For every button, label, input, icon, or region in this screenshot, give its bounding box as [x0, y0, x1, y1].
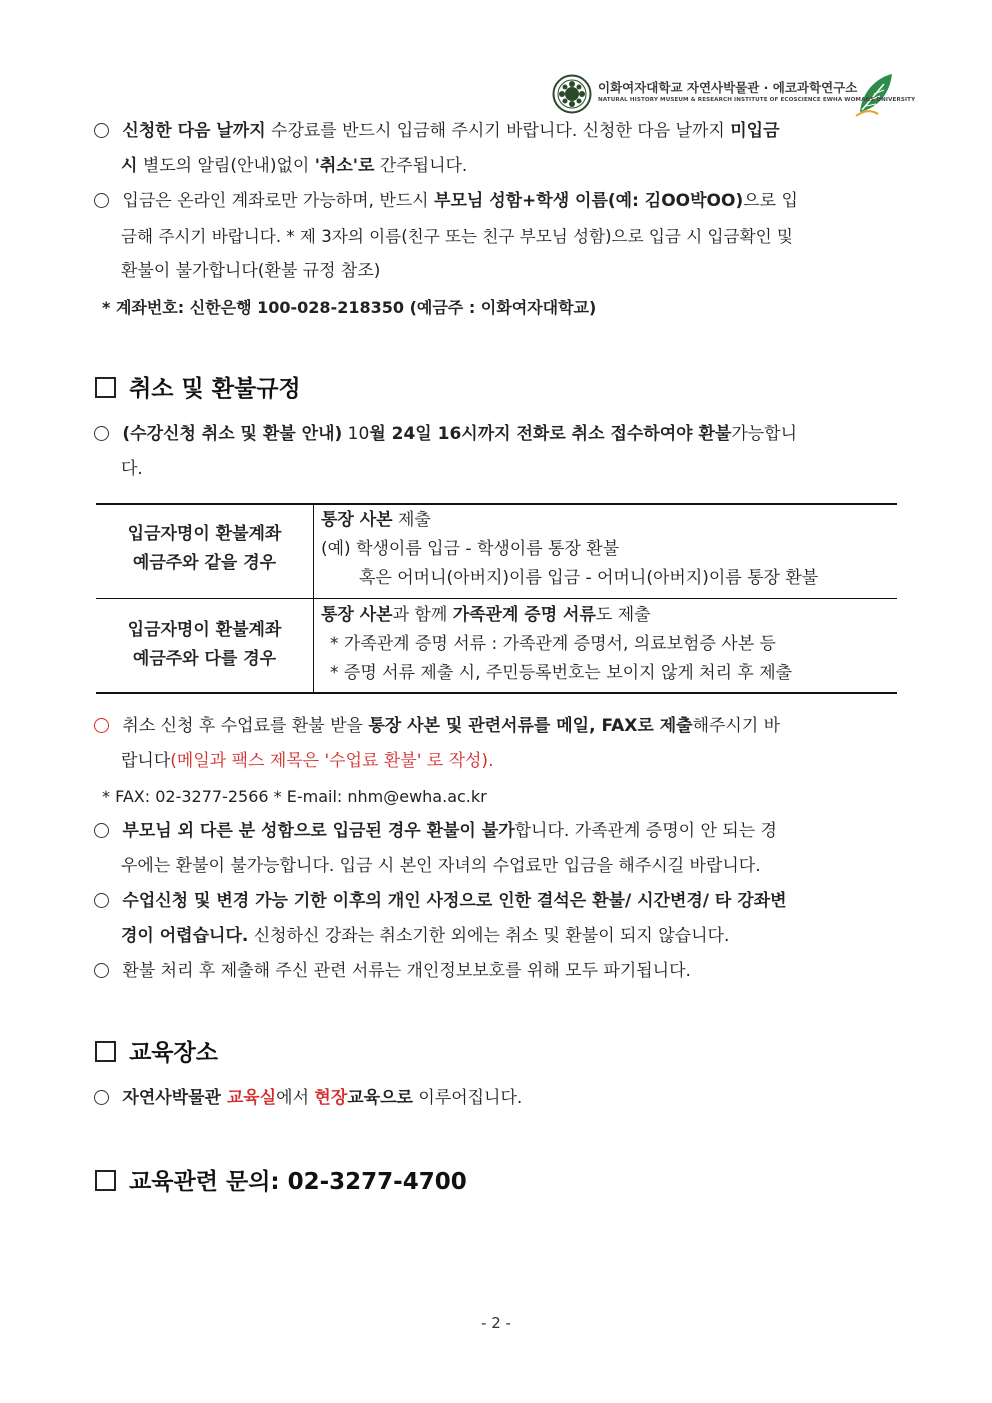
refund-notice-2-line2: 우에는 환불이 불가능합니다. 입금 시 본인 자녀의 수업료만 입금을 해주시길 바랍니다.: [121, 856, 761, 876]
refund-notice-2-line1: 부모님 외 다른 분 성함으로 입금된 경우 환불이 불가합니다. 가족관계 증명이 안 되는 경: [94, 814, 777, 849]
header-org-english: NATURAL HISTORY MUSEUM & RESEARCH INSTITUTE OF ECOSCIENCE EWHA WOMANS UNIVERSITY: [598, 97, 916, 103]
table-row2-content: 통장 사본과 함께 가족관계 증명 서류도 제출 * 가족관계 증명 서류 : 가족관계 증명서, 의료보험증 사본 등 * 증명 서류 제출 시, 주민등록번호는 보이지 않게 처리 후 제출: [321, 605, 793, 683]
table-row1-content: 통장 사본 제출 (예) 학생이름 입금 - 학생이름 통장 환불 혹은 어머니(아버지)이름 입금 - 어머니(아버지)이름 통장 환불: [321, 510, 819, 588]
payment-notice-1-line2: 시 별도의 알림(안내)없이 '취소'로 간주됩니다.: [121, 156, 468, 176]
refund-notice-4: 환불 처리 후 제출해 주신 관련 서류는 개인정보보호를 위해 모두 파기됩니다.: [94, 954, 691, 989]
inquiry-section-title: 교육관련 문의: 02-3277-4700: [95, 1163, 467, 1196]
header-org-korean: 이화여자대학교 자연사박물관 · 에코과학연구소: [598, 80, 858, 95]
refund-notice-3-line2: 경이 어렵습니다. 신청하신 강좌는 취소기한 외에는 취소 및 환불이 되지 않습니다.: [121, 926, 730, 946]
page-number: - 2 -: [481, 1314, 511, 1332]
checkbox-square-icon: [95, 377, 116, 398]
checkbox-square-icon: [95, 1041, 116, 1062]
ecoscience-leaf-icon: [854, 72, 896, 118]
checkbox-square-icon: [95, 1170, 116, 1191]
circle-bullet-icon: [94, 1090, 109, 1105]
refund-intro-line2: 다.: [121, 459, 143, 479]
table-border-vertical: [313, 503, 314, 693]
table-row1-header: 입금자명이 환불계좌 예금주와 같을 경우: [127, 524, 282, 573]
table-border-bottom: [96, 692, 897, 694]
payment-notice-2-line1: 입금은 온라인 계좌로만 가능하며, 반드시 부모님 성함+학생 이름(예: 김OO박OO)으로 입: [94, 184, 798, 219]
table-border-middle: [96, 598, 897, 599]
ewha-emblem-icon: [552, 74, 592, 114]
circle-bullet-icon: [94, 823, 109, 838]
payment-notice-2-line3: 환불이 불가합니다(환불 규정 참조): [121, 261, 381, 281]
circle-bullet-icon: [94, 893, 109, 908]
contact-fax-email: * FAX: 02-3277-2566 * E-mail: nhm@ewha.ac.kr: [102, 787, 487, 806]
circle-bullet-icon: [94, 426, 109, 441]
account-number: * 계좌번호: 신한은행 100-028-218350 (예금주 : 이화여자대학교): [102, 298, 597, 317]
payment-notice-2-line2: 금해 주시기 바랍니다. * 제 3자의 이름(친구 또는 친구 부모님 성함)으로 입금 시 입금확인 및: [121, 227, 793, 246]
refund-notice-1-line2: 랍니다(메일과 팩스 제목은 '수업료 환불' 로 작성).: [121, 751, 494, 771]
venue-section-title: 교육장소: [95, 1034, 218, 1067]
circle-bullet-icon: [94, 193, 109, 208]
payment-notice-1-line1: 신청한 다음 날까지 수강료를 반드시 입금해 주시기 바랍니다. 신청한 다음 날까지 미입금: [94, 114, 898, 149]
circle-bullet-icon: [94, 123, 109, 138]
refund-intro-line1: (수강신청 취소 및 환불 안내) 10월 24일 16시까지 전화로 취소 접수하여야 환불가능합니: [94, 417, 797, 452]
refund-notice-3-line1: 수업신청 및 변경 가능 기한 이후의 개인 사정으로 인한 결석은 환불/ 시간변경/ 타 강좌변: [94, 884, 787, 919]
refund-notice-1-line1: 취소 신청 후 수업료를 환불 받을 통장 사본 및 관련서류를 메일, FAX로 제출해주시기 바: [94, 709, 780, 744]
red-circle-bullet-icon: [94, 718, 109, 733]
refund-section-title: 취소 및 환불규정: [95, 370, 301, 403]
table-row2-header: 입금자명이 환불계좌 예금주와 다를 경우: [127, 620, 282, 669]
circle-bullet-icon: [94, 963, 109, 978]
venue-description: 자연사박물관 교육실에서 현장교육으로 이루어집니다.: [94, 1081, 522, 1116]
table-border-top: [96, 503, 897, 505]
